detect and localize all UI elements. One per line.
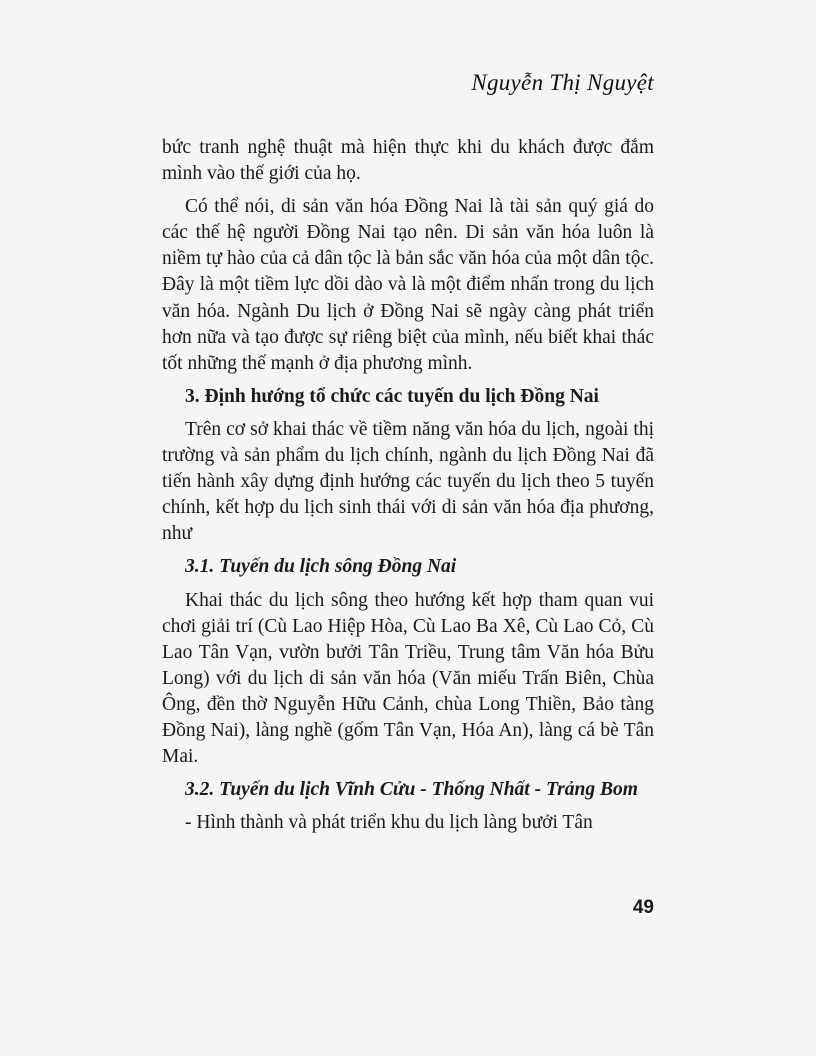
paragraph-river-route: Khai thác du lịch sông theo hướng kết hợp tham quan vui chơi giải trí (Cù Lao Hiệp Hòa, Cù Lao Ba Xê, Cù Lao Cỏ, Cù Lao Tân Vạn, vườn bưởi Tân Triều, Trung tâm Văn hóa Bửu Long) với du lịch di sản văn hóa (Văn miếu Trấn Biên, Chùa Ông, đền thờ Nguyễn Hữu Cảnh, chùa Long Thiền, Bảo tàng Đồng Nai), làng nghề (gốm Tân Vạn, Hóa An), làng cá bè Tân Mai. [162, 589, 654, 768]
page-number: 49 [632, 897, 654, 918]
subsection-heading-3-1: 3.1. Tuyến du lịch sông Đồng Nai [185, 556, 457, 578]
running-header-author: Nguyễn Thị Nguyệt [471, 70, 654, 95]
page-body [162, 135, 654, 843]
paragraph-routes-intro: Trên cơ sở khai thác về tiềm năng văn hóa du lịch, ngoài thị trường và sản phẩm du lịch chính, ngành du lịch Đồng Nai đã tiến hành xây dựng định hướng các tuyến du lịch theo 5 tuyến chính, kết hợp du lịch sinh thái với di sản văn hóa địa phương, như [162, 418, 654, 545]
subsection-heading-3-2: 3.2. Tuyến du lịch Vĩnh Cửu - Thống Nhất - Trảng Bom [185, 779, 638, 801]
paragraph-bullet-start: - Hình thành và phát triển khu du lịch làng bưởi Tân [185, 812, 593, 834]
section-heading-3: 3. Định hướng tổ chức các tuyến du lịch Đồng Nai [185, 385, 599, 407]
paragraph-continuation: bức tranh nghệ thuật mà hiện thực khi du khách được đắm mình vào thế giới của họ. [162, 137, 654, 185]
paragraph-heritage: Có thể nói, di sản văn hóa Đồng Nai là tài sản quý giá do các thế hệ người Đồng Nai tạo nên. Di sản văn hóa luôn là niềm tự hào của cả dân tộc là bản sắc văn hóa của một dân tộc. Đây là một tiềm lực dồi dào và là một điểm nhấn trong du lịch văn hóa. Ngành Du lịch ở Đồng Nai sẽ ngày càng phát triển hơn nữa và tạo được sự riêng biệt của mình, nếu biết khai thác tốt những thế mạnh ở địa phương mình. [162, 196, 654, 374]
